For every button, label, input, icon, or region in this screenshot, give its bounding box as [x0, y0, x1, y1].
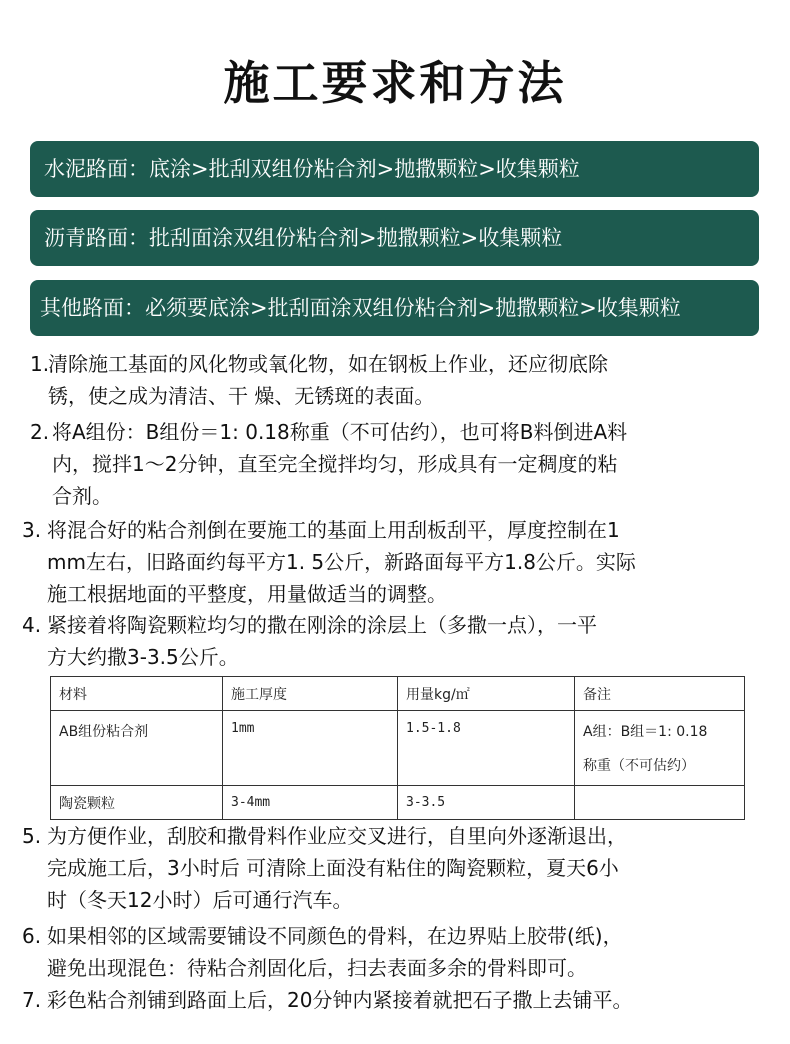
procedure-other: 其他路面：必须要底涂>批刮面涂双组份粘合剂>抛撒颗粒>收集颗粒: [30, 280, 759, 336]
table-header-row: [51, 677, 745, 711]
step-line: 彩色粘合剂铺到路面上后，20分钟内紧接着就把石子撒上去铺平。: [47, 988, 633, 1012]
step-number: 7.: [22, 988, 42, 1012]
step-line: 内，搅拌1～2分钟，直至完全搅拌均匀，形成具有一定稠度的粘: [52, 452, 618, 476]
table-header-cell: 施工厚度: [223, 677, 398, 711]
table-cell: 3-3.5: [398, 786, 575, 820]
step-number: 5.: [22, 824, 42, 848]
table-header-cell: 材料: [51, 677, 223, 711]
page-title: 施工要求和方法: [223, 56, 567, 110]
step-4: [22, 609, 762, 673]
step-line: 完成施工后，3小时后 可清除上面没有粘住的陶瓷颗粒，夏天6小: [47, 856, 619, 880]
step-line: 将混合好的粘合剂倒在要施工的基面上用刮板刮平，厚度控制在1: [47, 518, 620, 542]
step-line: 方大约撒3-3.5公斤。: [47, 645, 239, 669]
step-line: 避免出现混色：待粘合剂固化后，扫去表面多余的骨料即可。: [47, 956, 587, 980]
note-ratio: A组：B组＝1: 0.18: [583, 724, 708, 740]
procedure-cement: 水泥路面：底涂>批刮双组份粘合剂>抛撒颗粒>收集颗粒: [30, 141, 759, 197]
step-2: [30, 416, 770, 512]
step-line: 紧接着将陶瓷颗粒均匀的撒在刚涂的涂层上（多撒一点），一平: [47, 613, 597, 637]
step-number: 6.: [22, 924, 42, 948]
table-cell: 1mm: [223, 711, 398, 786]
step-line: 合剂。: [52, 484, 112, 508]
step-number: 2.: [30, 420, 50, 444]
table-cell: 1.5-1.8: [398, 711, 575, 786]
table-header-cell: 备注: [575, 677, 745, 711]
step-line: 将A组份：B组份＝1: 0.18称重（不可估约），也可将B料倒进A料: [52, 420, 628, 444]
procedure-asphalt: 沥青路面：批刮面涂双组份粘合剂>抛撒颗粒>收集颗粒: [30, 210, 759, 266]
table-cell: AB组份粘合剂: [51, 711, 223, 786]
step-line: mm左右，旧路面约每平方1. 5公斤，新路面每平方1.8公斤。实际: [47, 550, 636, 574]
step-number: 1.: [30, 352, 50, 376]
step-number: 4.: [22, 613, 42, 637]
material-table: [50, 676, 745, 820]
table-cell-note: [575, 711, 745, 786]
table-cell: 3-4mm: [223, 786, 398, 820]
step-3: [22, 514, 762, 610]
step-1: [30, 348, 770, 412]
step-5: [22, 820, 762, 916]
table-header-cell: 用量kg/㎡: [398, 677, 575, 711]
step-7: [22, 984, 762, 1016]
step-line: 为方便作业，刮胶和撒骨料作业应交叉进行，自里向外逐渐退出，: [47, 824, 627, 848]
table-row: [51, 711, 745, 786]
table-row: [51, 786, 745, 820]
step-number: 3.: [22, 518, 42, 542]
note-weigh: 称重（不可估约）: [583, 758, 695, 774]
table-cell: [575, 786, 745, 820]
step-line: 清除施工基面的风化物或氧化物，如在钢板上作业，还应彻底除: [48, 352, 608, 376]
step-line: 时（冬天12小时）后可通行汽车。: [47, 888, 353, 912]
step-6: [22, 920, 762, 984]
step-line: 如果相邻的区域需要铺设不同颜色的骨料，在边界贴上胶带(纸)，: [47, 924, 623, 948]
step-line: 锈，使之成为清洁、干 燥、无锈斑的表面。: [48, 384, 435, 408]
table-cell: 陶瓷颗粒: [51, 786, 223, 820]
step-line: 施工根据地面的平整度，用量做适当的调整。: [47, 582, 447, 606]
